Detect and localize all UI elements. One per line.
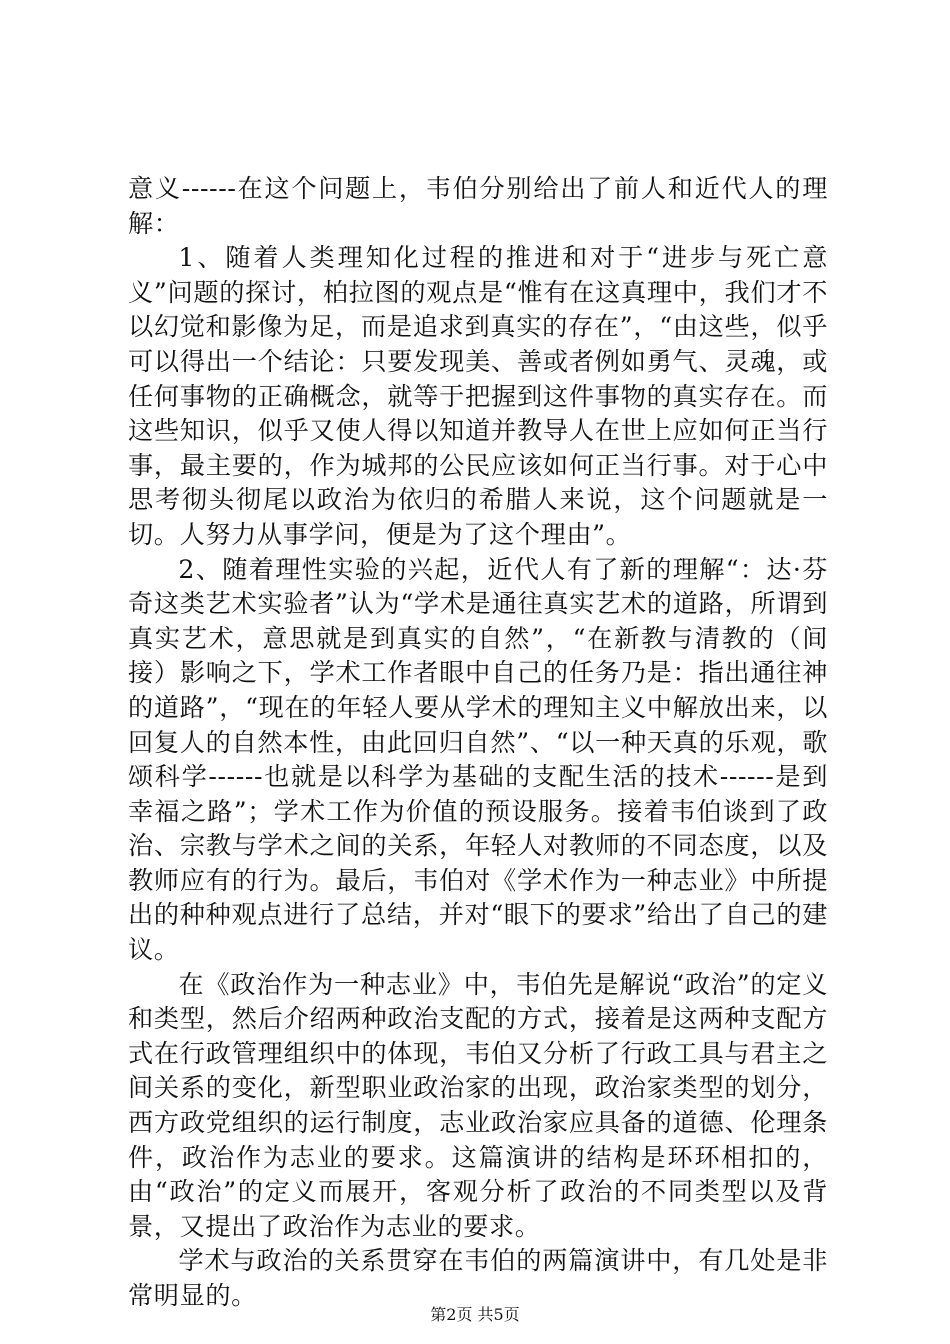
body-text: [128, 172, 828, 1314]
page-footer: 第2页 共5页: [430, 1305, 520, 1324]
paragraph-continuation: 意义------在这个问题上，韦伯分别给出了前人和近代人的理解：: [128, 174, 828, 238]
paragraph-conclusion: 学术与政治的关系贯穿在韦伯的两篇演讲中，有几处是非常明显的。: [128, 1246, 828, 1310]
paragraph-politics-vocation: 在《政治作为一种志业》中，韦伯先是解说“政治”的定义和类型，然后介绍两种政治支配的方式，接着是这两种支配方式在行政管理组织中的体现，韦伯又分析了行政工具与君主之间关系的变化，新型职业政治家的出现，政治家类型的划分，西方政党组织的运行制度，志业政治家应具备的道德、伦理条件，政治作为志业的要求。这篇演讲的结构是环环相扣的，由“政治”的定义而展开，客观分析了政治的不同类型以及背景，又提出了政治作为志业的要求。: [128, 969, 828, 1241]
paragraph-point-2: 2、随着理性实验的兴起，近代人有了新的理解“：达·芬奇这类艺术实验者”认为“学术是通往真实艺术的道路，所谓到真实艺术，意思就是到真实的自然”，“在新教与清教的（间接）影响之下，学术工作者眼中自己的任务乃是：指出通往神的道路”，“现在的年轻人要从学术的理知主义中解放出来，以回复人的自然本性，由此回归自然”、“以一种天真的乐观，歌颂科学------也就是以科学为基础的支配生活的技术------是到幸福之路”；学术工作为价值的预设服务。接着韦伯谈到了政治、宗教与学术之间的关系，年轻人对教师的不同态度，以及教师应有的行为。最后，韦伯对《学术作为一种志业》中所提出的种种观点进行了总结，并对“眼下的要求”给出了自己的建议。: [128, 554, 828, 965]
paragraph-point-1: 1、随着人类理知化过程的推进和对于“进步与死亡意义”问题的探讨，柏拉图的观点是“惟有在这真理中，我们才不以幻觉和影像为足，而是追求到真实的存在”，“由这些，似乎可以得出一个结论：只要发现美、善或者例如勇气、灵魂，或任何事物的正确概念，就等于把握到这件事物的真实存在。而这些知识，似乎又使人得以知道并教导人在世上应如何正当行事，最主要的，作为城邦的公民应该如何正当行事。对于心中思考彻头彻尾以政治为依归的希腊人来说，这个问题就是一切。人努力从事学问，便是为了这个理由”。: [128, 243, 828, 549]
